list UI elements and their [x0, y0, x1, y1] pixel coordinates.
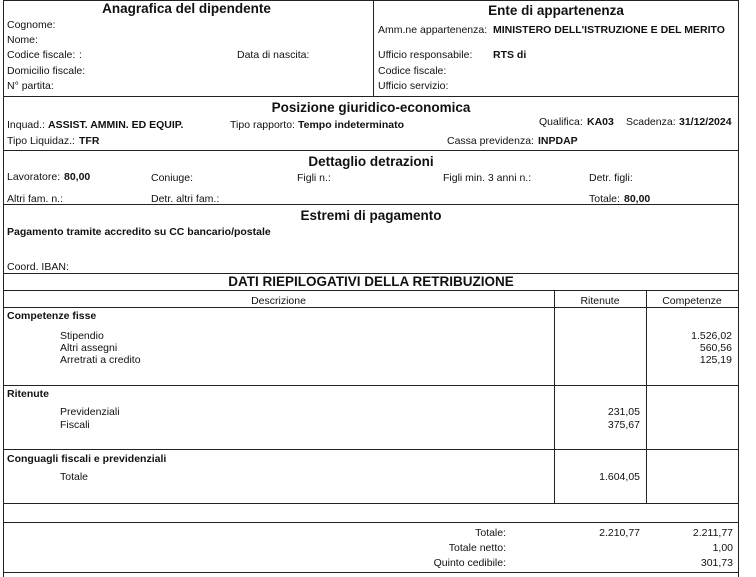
altri-assegni-competenze: 560,56 — [699, 342, 732, 354]
previdenziali-label: Previdenziali — [60, 406, 120, 418]
stipendio-competenze: 1.526,02 — [691, 330, 732, 342]
stipendio-label: Stipendio — [60, 330, 104, 342]
arretrati-label: Arretrati a credito — [60, 354, 141, 366]
detrazioni-totale-label: Totale: — [589, 193, 620, 205]
ufficio-resp-label: Ufficio responsabile: — [378, 49, 473, 61]
line-bottom — [3, 572, 739, 573]
line-col-headers-bottom — [3, 307, 739, 308]
cassa-label: Cassa previdenza: — [447, 135, 534, 147]
amm-label: Amm.ne appartenenza: — [378, 24, 488, 36]
line-after-posizione — [3, 150, 739, 151]
nome-label: Nome: — [7, 34, 38, 46]
figli-min-label: Figli min. 3 anni n.: — [443, 172, 532, 184]
line-after-anagrafica — [3, 96, 739, 97]
cognome-label: Cognome: — [7, 19, 56, 31]
ente-title: Ente di appartenenza — [488, 3, 624, 18]
pagamento-title: Estremi di pagamento — [300, 208, 442, 223]
quinto-label: Quinto cedibile: — [433, 557, 506, 569]
fiscali-ritenute: 375,67 — [607, 419, 640, 431]
conguagli-totale-label: Totale — [60, 471, 89, 483]
line-before-totali — [3, 522, 739, 523]
pagamento-modalita: Pagamento tramite accredito su CC bancario/postale — [7, 226, 271, 238]
qualifica-label: Qualifica: — [539, 116, 583, 128]
totale-ritenute: 2.210,77 — [599, 527, 640, 539]
domicilio-label: Domicilio fiscale: — [7, 65, 86, 77]
inquad-label: Inquad.: — [7, 119, 45, 131]
lavoratore-label: Lavoratore: — [7, 171, 61, 183]
competenze-fisse-header: Competenze fisse — [7, 310, 97, 322]
altri-assegni-label: Altri assegni — [60, 342, 118, 354]
scadenza-label: Scadenza: — [626, 116, 676, 128]
codice-fiscale-label: Codice fiscale: — [7, 49, 76, 61]
detr-figli-label: Detr. figli: — [589, 172, 633, 184]
conguagli-totale-ritenute: 1.604,05 — [599, 471, 640, 483]
tipo-rapporto-value: Tempo indeterminato — [298, 119, 404, 131]
amm-value: MINISTERO DELL'ISTRUZIONE E DEL MERITO — [493, 24, 725, 36]
coniuge-label: Coniuge: — [151, 172, 194, 184]
col-header-descrizione: Descrizione — [251, 295, 306, 307]
ufficio-resp-value: RTS di — [493, 49, 527, 61]
codice-fiscale-value: : — [79, 49, 82, 61]
tipo-liquidaz-value: TFR — [79, 135, 100, 147]
anagrafica-title: Anagrafica del dipendente — [102, 1, 271, 16]
tipo-rapporto-label: Tipo rapporto: — [230, 119, 295, 131]
detrazioni-title: Dettaglio detrazioni — [308, 154, 434, 169]
totale-label: Totale: — [475, 527, 506, 539]
netto-value: 1,00 — [712, 542, 733, 554]
scadenza-value: 31/12/2024 — [679, 116, 732, 128]
altri-fam-label: Altri fam. n.: — [7, 193, 64, 205]
totale-competenze: 2.211,77 — [692, 527, 733, 539]
conguagli-header: Conguagli fiscali e previdenziali — [7, 453, 167, 465]
inquad-value: ASSIST. AMMIN. ED EQUIP. — [48, 119, 184, 131]
iban-label: Coord. IBAN: — [7, 261, 69, 273]
arretrati-competenze: 125,19 — [699, 354, 732, 366]
data-nascita-label: Data di nascita: — [237, 49, 310, 61]
fiscali-label: Fiscali — [60, 419, 90, 431]
line-after-ritenute — [3, 449, 739, 450]
previdenziali-ritenute: 231,05 — [607, 406, 640, 418]
line-col-headers-top — [3, 290, 739, 291]
n-partita-label: N° partita: — [7, 80, 54, 92]
detrazioni-totale-value: 80,00 — [624, 193, 651, 205]
qualifica-value: KA03 — [587, 116, 614, 128]
col-split-competenze — [646, 290, 647, 504]
figli-label: Figli n.: — [297, 172, 331, 184]
ritenute-header: Ritenute — [7, 388, 49, 400]
tipo-liquidaz-label: Tipo Liquidaz.: — [7, 135, 75, 147]
col-header-competenze: Competenze — [662, 295, 722, 307]
lavoratore-value: 80,00 — [64, 171, 91, 183]
quinto-value: 301,73 — [700, 557, 733, 569]
line-after-conguagli — [3, 503, 739, 504]
line-after-competenze — [3, 385, 739, 386]
cassa-value: INPDAP — [538, 135, 578, 147]
riepilogo-title: DATI RIEPILOGATIVI DELLA RETRIBUZIONE — [228, 274, 514, 289]
ufficio-servizio-label: Ufficio servizio: — [378, 80, 449, 92]
detr-altri-label: Detr. altri fam.: — [151, 193, 220, 205]
netto-label: Totale netto: — [448, 542, 506, 554]
ente-codice-fiscale-label: Codice fiscale: — [378, 65, 447, 77]
col-header-ritenute: Ritenute — [580, 295, 620, 307]
posizione-title: Posizione giuridico-economica — [271, 100, 471, 115]
